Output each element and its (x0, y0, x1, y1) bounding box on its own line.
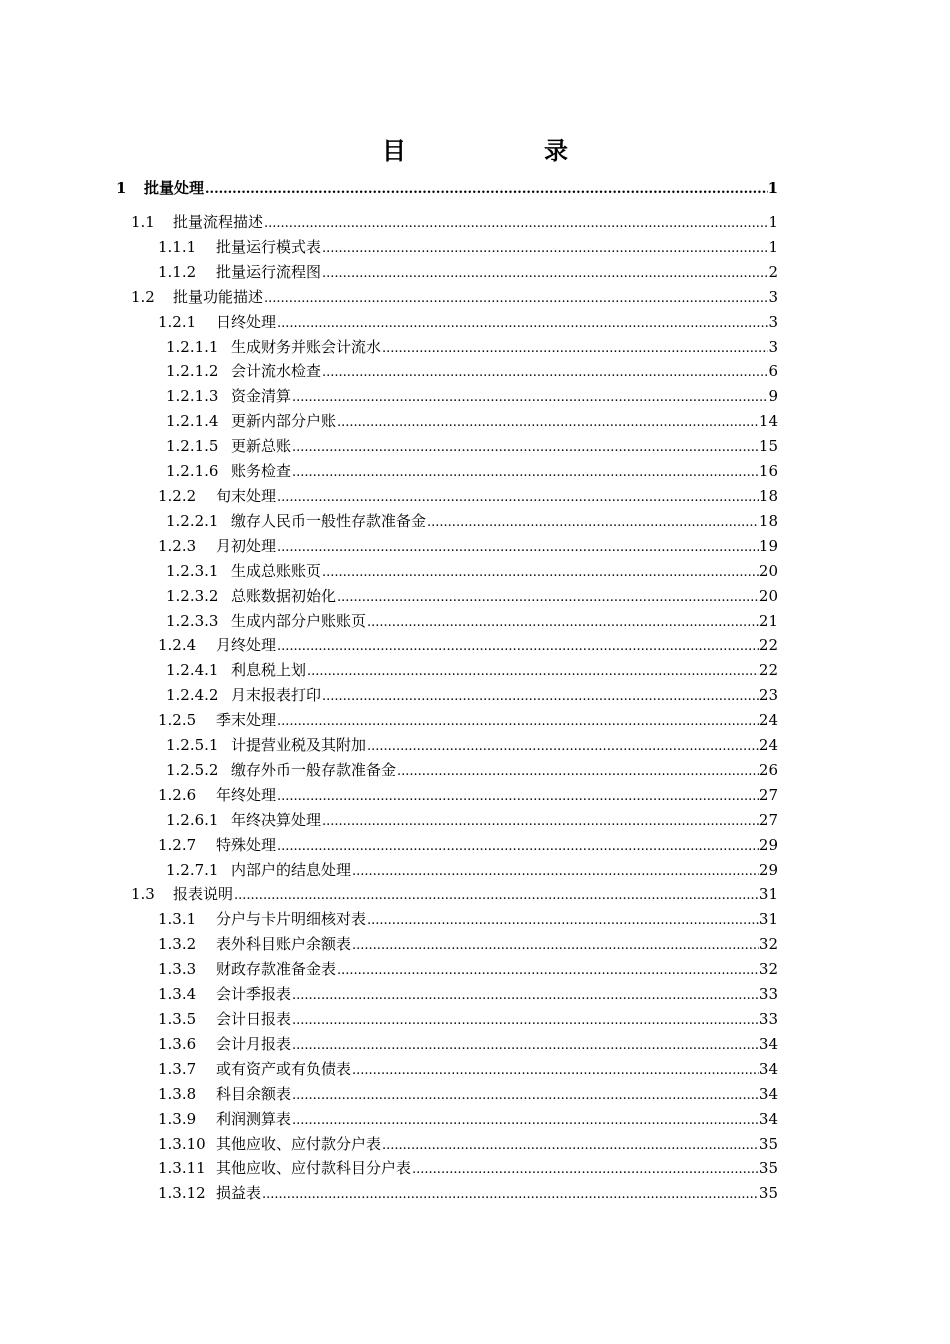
toc-entry[interactable] (0, 335, 778, 360)
toc-entry[interactable] (0, 1007, 778, 1032)
toc-dot-leader (262, 1181, 759, 1208)
toc-entry-text: 批量运行模式表 (216, 237, 322, 256)
toc-entry-page-number: 22 (758, 636, 778, 655)
toc-entry-number: 1.2 (131, 287, 155, 306)
toc-entry-page-number: 24 (758, 711, 778, 730)
toc-entry-page-number: 6 (768, 362, 778, 381)
toc-entry[interactable] (0, 1107, 778, 1132)
toc-entry-page-number: 3 (768, 337, 778, 356)
toc-entry-number: 1.3 (131, 885, 155, 904)
toc-dot-leader (292, 384, 768, 411)
toc-dot-leader (322, 235, 768, 262)
toc-entry-page-number: 1 (768, 213, 778, 231)
toc-dot-leader (277, 833, 759, 860)
toc-entry-page-number: 34 (758, 1059, 778, 1078)
toc-entry-text: 损益表 (216, 1184, 262, 1203)
toc-entry-text: 账务检查 (231, 462, 292, 481)
toc-entry[interactable] (0, 1156, 778, 1181)
toc-entry-text: 年终处理 (216, 785, 277, 804)
toc-dot-leader (322, 683, 759, 710)
toc-entry[interactable] (0, 658, 778, 683)
toc-dot-leader (352, 858, 759, 885)
toc-entry-page-number: 31 (758, 910, 778, 929)
toc-entry[interactable] (0, 758, 778, 783)
toc-entry[interactable] (0, 1181, 778, 1206)
toc-entry-text: 其他应收、应付款分户表 (216, 1134, 382, 1153)
toc-entry-text: 生成内部分户账账页 (231, 611, 367, 630)
toc-entry-number: 1.2.5.1 (166, 736, 219, 755)
toc-dot-leader (337, 957, 759, 984)
toc-entry-page-number: 34 (758, 1084, 778, 1103)
toc-entry[interactable] (0, 509, 778, 534)
toc-entry-number: 1.2.5.2 (166, 760, 219, 779)
toc-entry[interactable] (0, 434, 778, 459)
toc-entry-page-number: 32 (758, 960, 778, 979)
toc-entry-text: 科目余额表 (216, 1084, 292, 1103)
toc-entry-page-number: 3 (768, 312, 778, 331)
toc-entry[interactable] (0, 683, 778, 708)
toc-entry-text: 利润测算表 (216, 1109, 292, 1128)
toc-entry-number: 1.3.5 (158, 1010, 197, 1028)
toc-entry-number: 1.1.2 (158, 262, 197, 281)
toc-entry-text: 年终决算处理 (231, 810, 322, 829)
toc-dot-leader (277, 310, 768, 337)
toc-entry-page-number: 3 (768, 287, 778, 306)
toc-entry-page-number: 16 (758, 462, 778, 481)
toc-dot-leader (322, 559, 759, 586)
toc-entry-page-number: 34 (758, 1034, 778, 1053)
toc-entry-number: 1.1.1 (158, 237, 197, 256)
toc-entry-page-number: 9 (768, 387, 778, 406)
toc-entry-page-number: 23 (758, 686, 778, 705)
toc-entry-text: 会计日报表 (216, 1010, 292, 1028)
toc-entry-number: 1.3.11 (158, 1159, 206, 1178)
toc-entry-number: 1.2.3.1 (166, 561, 219, 580)
toc-entry-number: 1.2.7 (158, 835, 197, 854)
toc-entry-number: 1.2.4.2 (166, 686, 219, 705)
toc-entry-text: 月初处理 (216, 536, 277, 555)
toc-entry-number: 1.3.12 (158, 1184, 206, 1203)
toc-entry-number: 1.2.4 (158, 636, 197, 655)
toc-entry-page-number: 35 (758, 1184, 778, 1203)
toc-dot-leader (382, 335, 768, 362)
toc-dot-leader (264, 210, 768, 237)
toc-dot-leader (427, 509, 759, 536)
toc-entry[interactable] (0, 783, 778, 808)
toc-entry-number: 1.3.10 (158, 1134, 206, 1153)
toc-entry-page-number: 31 (758, 885, 778, 904)
toc-entry-text: 报表说明 (173, 885, 234, 904)
toc-title: 目 录 (382, 136, 598, 165)
table-of-contents (0, 174, 950, 1206)
toc-entry-page-number: 1 (768, 237, 778, 256)
toc-entry-page-number: 29 (758, 835, 778, 854)
toc-entry[interactable] (0, 409, 778, 434)
toc-entry[interactable] (0, 384, 778, 409)
toc-entry[interactable] (0, 359, 778, 384)
toc-entry-text: 缴存人民币一般性存款准备金 (231, 511, 427, 530)
toc-entry-text: 月终处理 (216, 636, 277, 655)
toc-entry-number: 1.2.3.2 (166, 586, 219, 605)
toc-entry-text: 或有资产或有负债表 (216, 1059, 352, 1078)
toc-entry-number: 1.3.8 (158, 1084, 197, 1103)
toc-entry[interactable] (0, 310, 778, 335)
toc-entry-number: 1.2.2 (158, 486, 197, 505)
toc-entry-page-number: 35 (758, 1159, 778, 1178)
toc-entry[interactable] (0, 210, 778, 235)
toc-entry-page-number: 18 (758, 511, 778, 530)
toc-dot-leader (322, 260, 768, 287)
toc-entry-number: 1.2.4.1 (166, 661, 219, 680)
toc-entry-text: 总账数据初始化 (231, 586, 337, 605)
toc-dot-leader (277, 633, 759, 660)
toc-entry-number: 1.2.1.5 (166, 437, 219, 456)
toc-entry-page-number: 14 (758, 412, 778, 431)
toc-entry-number: 1.3.9 (158, 1109, 197, 1128)
toc-dot-leader (307, 658, 759, 685)
toc-entry-number: 1.3.4 (158, 985, 197, 1004)
toc-entry[interactable] (0, 708, 778, 733)
toc-entry-number: 1.2.6.1 (166, 810, 219, 829)
toc-entry-text: 生成财务并账会计流水 (231, 337, 382, 356)
toc-entry-number: 1.2.2.1 (166, 511, 219, 530)
toc-entry-text: 批量处理 (144, 179, 205, 197)
toc-entry[interactable] (0, 882, 778, 907)
toc-dot-leader (367, 609, 759, 636)
toc-entry-text: 其他应收、应付款科目分户表 (216, 1159, 412, 1178)
toc-entry-text: 批量流程描述 (173, 213, 264, 231)
toc-entry[interactable] (0, 235, 778, 260)
toc-entry-text: 利息税上划 (231, 661, 307, 680)
toc-entry[interactable] (0, 633, 778, 658)
toc-entry-number: 1.3.1 (158, 910, 197, 929)
toc-entry-number: 1.2.3.3 (166, 611, 219, 630)
toc-entry-number: 1.1 (131, 213, 155, 231)
toc-dot-leader (264, 285, 768, 312)
toc-dot-leader (367, 907, 759, 934)
toc-dot-leader (292, 982, 759, 1009)
toc-entry[interactable] (0, 484, 778, 509)
toc-dot-leader (277, 708, 759, 735)
toc-dot-leader (352, 932, 759, 959)
toc-entry-page-number: 20 (758, 561, 778, 580)
toc-dot-leader (292, 1032, 759, 1059)
toc-entry[interactable] (0, 957, 778, 982)
toc-entry-page-number: 19 (758, 536, 778, 555)
toc-entry-text: 日终处理 (216, 312, 277, 331)
toc-entry-page-number: 20 (758, 586, 778, 605)
toc-entry-number: 1.2.7.1 (166, 860, 219, 879)
toc-dot-leader (382, 1132, 759, 1159)
toc-entry-text: 会计季报表 (216, 985, 292, 1004)
toc-entry[interactable] (0, 459, 778, 484)
toc-entry-number: 1.3.6 (158, 1034, 197, 1053)
toc-entry[interactable] (0, 584, 778, 609)
toc-entry-page-number: 26 (758, 760, 778, 779)
toc-dot-leader (337, 409, 759, 436)
toc-entry-page-number: 33 (758, 1010, 778, 1028)
toc-entry-text: 更新总账 (231, 437, 292, 456)
toc-entry[interactable] (0, 858, 778, 883)
toc-entry[interactable] (0, 907, 778, 932)
toc-dot-leader (292, 1107, 759, 1134)
toc-entry-page-number: 35 (758, 1134, 778, 1153)
toc-dot-leader (337, 584, 759, 611)
toc-entry-page-number: 22 (758, 661, 778, 680)
toc-entry-page-number: 24 (758, 736, 778, 755)
toc-entry-text: 会计流水检查 (231, 362, 322, 381)
toc-entry-text: 内部户的结息处理 (231, 860, 352, 879)
toc-entry-number: 1 (116, 179, 127, 197)
toc-entry[interactable] (0, 559, 778, 584)
toc-entry-page-number: 15 (758, 437, 778, 456)
toc-dot-leader (292, 434, 759, 461)
toc-dot-leader (205, 174, 768, 204)
toc-entry-number: 1.3.7 (158, 1059, 197, 1078)
toc-entry[interactable] (0, 285, 778, 310)
toc-dot-leader (292, 1082, 759, 1109)
toc-entry[interactable] (0, 174, 778, 202)
toc-entry-page-number: 21 (758, 611, 778, 630)
toc-entry-page-number: 27 (758, 810, 778, 829)
toc-entry-text: 特殊处理 (216, 835, 277, 854)
toc-entry-text: 财政存款准备金表 (216, 960, 337, 979)
toc-entry[interactable] (0, 733, 778, 758)
toc-entry-number: 1.2.1 (158, 312, 197, 331)
toc-entry[interactable] (0, 982, 778, 1007)
toc-dot-leader (352, 1057, 759, 1084)
toc-dot-leader (367, 733, 759, 760)
toc-dot-leader (277, 783, 759, 810)
toc-entry-number: 1.3.2 (158, 935, 197, 954)
toc-entry[interactable] (0, 1082, 778, 1107)
toc-dot-leader (292, 459, 759, 486)
toc-entry[interactable] (0, 808, 778, 833)
toc-entry-number: 1.2.1.2 (166, 362, 219, 381)
toc-dot-leader (277, 484, 759, 511)
toc-entry[interactable] (0, 1057, 778, 1082)
toc-entry[interactable] (0, 609, 778, 634)
toc-dot-leader (234, 882, 759, 909)
toc-entry-page-number: 27 (758, 785, 778, 804)
toc-entry[interactable] (0, 932, 778, 957)
toc-entry-text: 生成总账账页 (231, 561, 322, 580)
toc-entry[interactable] (0, 833, 778, 858)
toc-entry-text: 批量功能描述 (173, 287, 264, 306)
toc-entry-text: 计提营业税及其附加 (231, 736, 367, 755)
toc-entry-page-number: 34 (758, 1109, 778, 1128)
toc-dot-leader (397, 758, 759, 785)
toc-dot-leader (412, 1156, 759, 1183)
toc-dot-leader (292, 1007, 759, 1034)
toc-entry[interactable] (0, 1032, 778, 1057)
toc-entry-page-number: 18 (758, 486, 778, 505)
toc-entry-text: 批量运行流程图 (216, 262, 322, 281)
toc-entry-number: 1.2.1.1 (166, 337, 219, 356)
toc-dot-leader (277, 534, 759, 561)
toc-dot-leader (322, 359, 768, 386)
toc-entry-number: 1.2.6 (158, 785, 197, 804)
toc-entry-page-number: 2 (768, 262, 778, 281)
toc-entry-page-number: 33 (758, 985, 778, 1004)
toc-entry-text: 表外科目账户余额表 (216, 935, 352, 954)
toc-entry-text: 缴存外币一般存款准备金 (231, 760, 397, 779)
toc-entry-number: 1.2.3 (158, 536, 197, 555)
toc-entry-number: 1.3.3 (158, 960, 197, 979)
toc-entry[interactable] (0, 534, 778, 559)
toc-entry[interactable] (0, 260, 778, 285)
toc-entry-text: 会计月报表 (216, 1034, 292, 1053)
toc-entry-page-number: 29 (758, 860, 778, 879)
toc-entry-text: 资金清算 (231, 387, 292, 406)
toc-entry-text: 月末报表打印 (231, 686, 322, 705)
toc-entry-number: 1.2.1.6 (166, 462, 219, 481)
toc-entry-text: 旬末处理 (216, 486, 277, 505)
toc-entry[interactable] (0, 1132, 778, 1157)
toc-entry-number: 1.2.1.4 (166, 412, 219, 431)
toc-dot-leader (322, 808, 759, 835)
toc-entry-page-number: 32 (758, 935, 778, 954)
toc-entry-page-number: 1 (767, 179, 778, 197)
toc-entry-text: 分户与卡片明细核对表 (216, 910, 367, 929)
toc-entry-number: 1.2.5 (158, 711, 197, 730)
toc-entry-text: 季末处理 (216, 711, 277, 730)
toc-entry-text: 更新内部分户账 (231, 412, 337, 431)
toc-entry-number: 1.2.1.3 (166, 387, 219, 406)
